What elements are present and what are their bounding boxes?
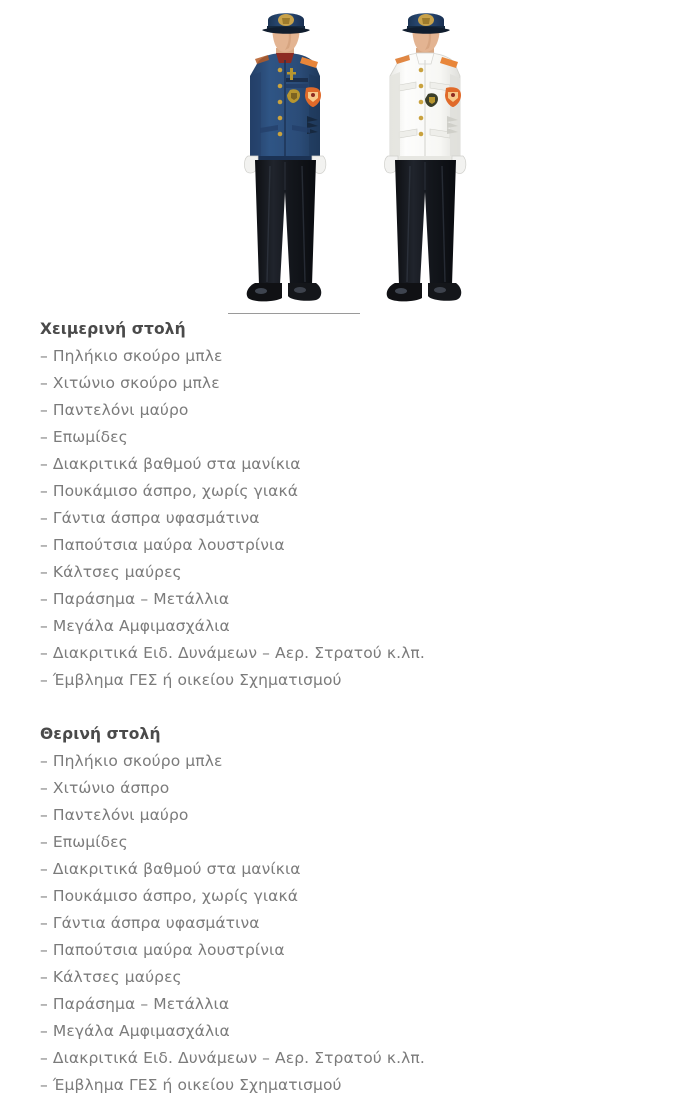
list-item: – Διακριτικά βαθμού στα μανίκια: [40, 455, 301, 473]
summer-uniform-figure: [384, 13, 465, 301]
list-item: – Παράσημα – Μετάλλια: [40, 590, 230, 608]
list-item: – Γάντια άσπρα υφασμάτινα: [40, 509, 260, 527]
list-item: – Πηλήκιο σκούρο μπλε: [40, 347, 223, 365]
list-item: – Πουκάμισο άσπρο, χωρίς γιακά: [40, 887, 299, 905]
list-item: – Χιτώνιο σκούρο μπλε: [40, 374, 220, 392]
list-item: – Παντελόνι μαύρο: [40, 401, 189, 419]
list-item: – Γάντια άσπρα υφασμάτινα: [40, 914, 260, 932]
list-item: – Διακριτικά βαθμού στα μανίκια: [40, 860, 301, 878]
winter-uniform-heading: Χειμερινή στολή: [40, 320, 186, 338]
list-item: – Παπούτσια μαύρα λουστρίνια: [40, 941, 285, 959]
uniform-illustration: [228, 10, 496, 315]
list-item: – Παπούτσια μαύρα λουστρίνια: [40, 536, 285, 554]
list-item: – Κάλτσες μαύρες: [40, 968, 182, 986]
list-item: – Έμβλημα ΓΕΣ ή οικείου Σχηματισμού: [40, 1076, 342, 1094]
summer-uniform-item-list: [40, 748, 600, 1099]
list-item: – Πηλήκιο σκούρο μπλε: [40, 752, 223, 770]
winter-uniform-figure: [244, 13, 325, 301]
list-item: – Μεγάλα Αμφιμασχάλια: [40, 1022, 230, 1040]
list-item: – Διακριτικά Ειδ. Δυνάμεων – Αερ. Στρατού κ.λπ.: [40, 1049, 425, 1067]
list-item: – Κάλτσες μαύρες: [40, 563, 182, 581]
uniform-description-content: [40, 316, 600, 1099]
list-item: – Επωμίδες: [40, 428, 128, 446]
list-item: – Παντελόνι μαύρο: [40, 806, 189, 824]
illustration-ground-line: [228, 313, 360, 314]
list-item: – Διακριτικά Ειδ. Δυνάμεων – Αερ. Στρατού κ.λπ.: [40, 644, 425, 662]
list-item: – Έμβλημα ΓΕΣ ή οικείου Σχηματισμού: [40, 671, 342, 689]
winter-uniform-item-list: [40, 343, 600, 694]
list-item: – Παράσημα – Μετάλλια: [40, 995, 230, 1013]
list-item: – Πουκάμισο άσπρο, χωρίς γιακά: [40, 482, 299, 500]
summer-uniform-section: [40, 721, 600, 1099]
winter-uniform-section: [40, 316, 600, 694]
uniform-illustration-canvas: [228, 10, 496, 315]
list-item: – Επωμίδες: [40, 833, 128, 851]
list-item: – Μεγάλα Αμφιμασχάλια: [40, 617, 230, 635]
list-item: – Χιτώνιο άσπρο: [40, 779, 170, 797]
summer-uniform-heading: Θερινή στολή: [40, 725, 161, 743]
